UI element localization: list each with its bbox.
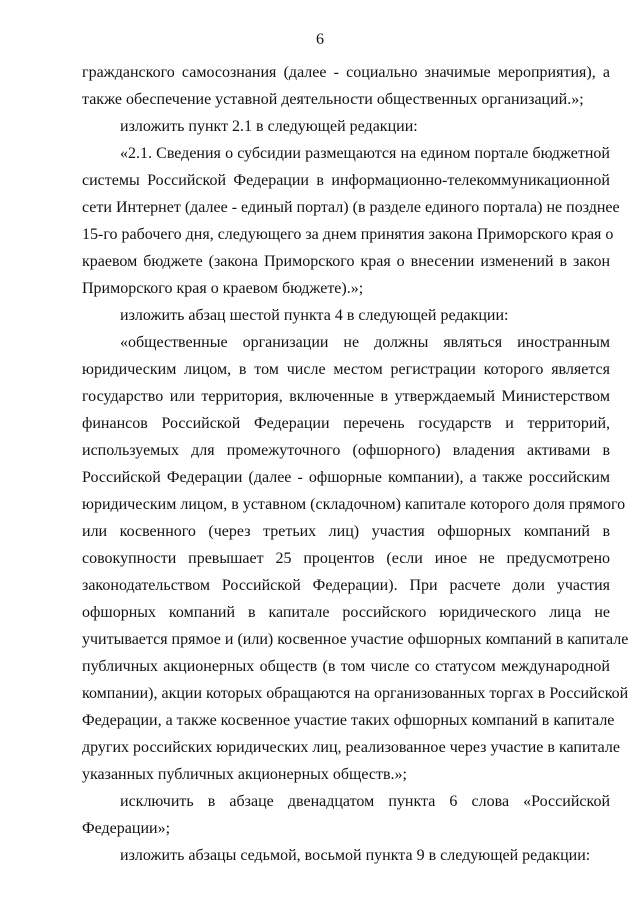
text-line: также обеспечение уставной деятельности общественных организаций.»;: [82, 91, 584, 108]
text-line: 15-го рабочего дня, следующего за днем принятия закона Приморского края о: [82, 226, 614, 243]
document-body: [82, 59, 629, 869]
text-line: изложить абзацы седьмой, восьмой пункта 9 в следующей редакции:: [120, 847, 591, 864]
text-line: учитывается прямое и (или) косвенное участие офшорных компаний в капитале: [82, 631, 629, 648]
text-line: государство или территория, включенные в утверждаемый Министерством: [82, 388, 610, 405]
text-line: Федерации»;: [82, 820, 171, 837]
text-line: Федерации, а также косвенное участие таких офшорных компаний в капитале: [82, 712, 615, 729]
text-line: сети Интернет (далее - единый портал) (в разделе единого портала) не позднее: [82, 199, 620, 216]
text-line: Российской Федерации (далее - офшорные компании), а также российским: [82, 469, 610, 486]
text-line: системы Российской Федерации в информационно-телекоммуникационной: [82, 172, 610, 189]
text-line: законодательством Российской Федерации). При расчете доли участия: [82, 577, 610, 594]
text-line: других российских юридических лиц, реализованное через участие в капитале: [82, 739, 620, 756]
text-line: компании), акции которых обращаются на организованных торгах в Российской: [82, 685, 629, 702]
text-line: Приморского края о краевом бюджете).»;: [82, 280, 364, 297]
text-line: офшорных компаний в капитале российского юридического лица не: [82, 604, 610, 621]
text-line: юридическим лицом, в уставном (складочном) капитале которого доля прямого: [82, 496, 626, 513]
text-line: «общественные организации не должны являться иностранным: [120, 334, 610, 351]
text-line: гражданского самосознания (далее - социально значимые мероприятия), а: [82, 64, 610, 81]
text-line: или косвенного (через третьих лиц) участия офшорных компаний в: [82, 523, 610, 540]
text-line: публичных акционерных обществ (в том числе со статусом международной: [82, 658, 610, 675]
text-line: изложить пункт 2.1 в следующей редакции:: [120, 118, 418, 135]
text-line: совокупности превышает 25 процентов (если иное не предусмотрено: [82, 550, 610, 567]
text-line: краевом бюджете (закона Приморского края о внесении изменений в закон: [82, 253, 610, 270]
page-number: 6: [316, 31, 324, 48]
text-line: исключить в абзаце двенадцатом пункта 6 слова «Российской: [120, 793, 610, 810]
text-line: используемых для промежуточного (офшорного) владения активами в: [82, 442, 610, 459]
text-line: финансов Российской Федерации перечень государств и территорий,: [82, 415, 610, 432]
text-line: изложить абзац шестой пункта 4 в следующей редакции:: [120, 307, 509, 324]
text-line: юридическим лицом, в том числе местом регистрации которого является: [82, 361, 610, 378]
text-line: указанных публичных акционерных обществ.»;: [82, 766, 407, 783]
text-line: «2.1. Сведения о субсидии размещаются на едином портале бюджетной: [120, 145, 610, 162]
